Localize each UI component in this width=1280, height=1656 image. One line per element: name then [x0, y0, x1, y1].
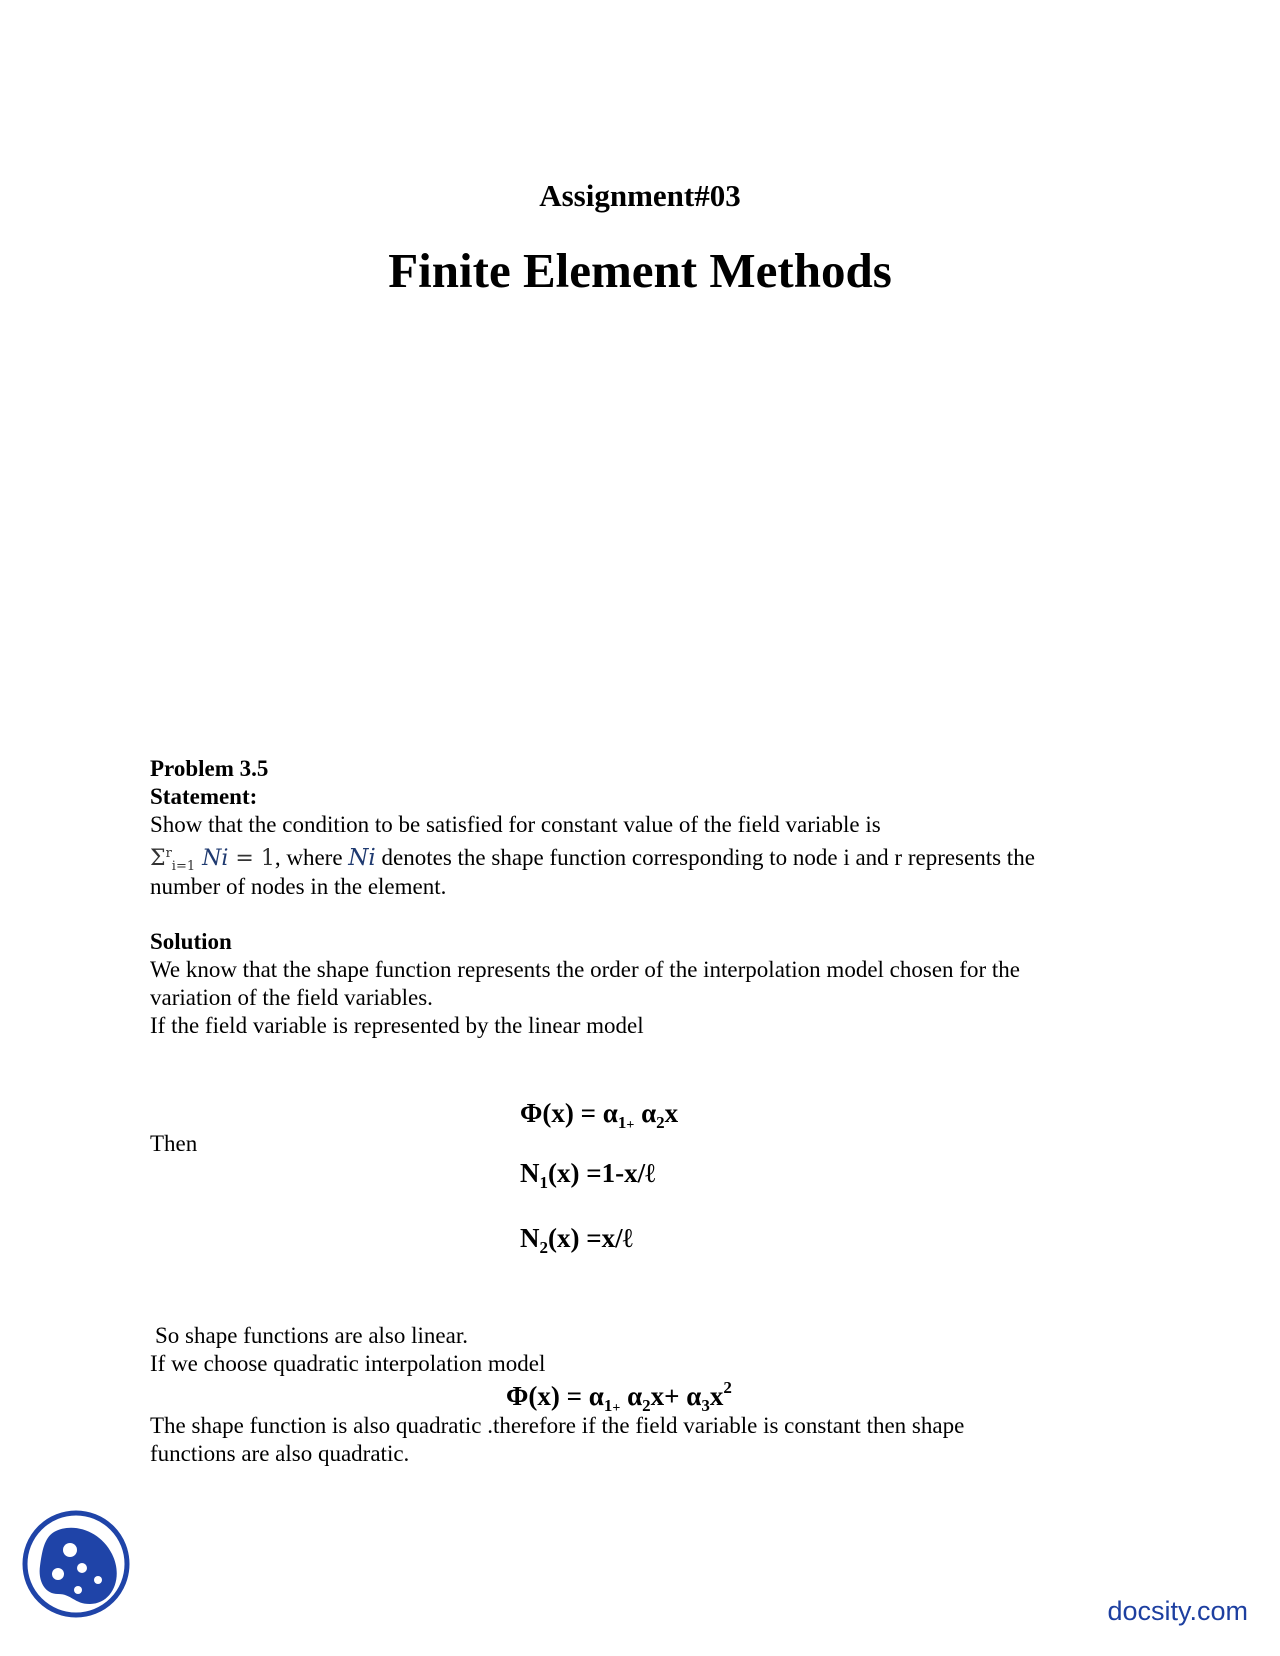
solution-line-4: So shape functions are also linear.	[155, 1323, 468, 1348]
solution-line-6: The shape function is also quadratic .therefore if the field variable is constant then shape	[150, 1413, 965, 1438]
solution-line-7: functions are also quadratic.	[150, 1441, 410, 1466]
statement-line-1: Show that the condition to be satisfied for constant value of the field variable is	[150, 812, 881, 837]
ni-symbol: Ni	[348, 845, 376, 871]
assignment-label: Assignment#03	[539, 178, 741, 213]
statement-label: Statement:	[150, 784, 258, 809]
page-title: Finite Element Methods	[388, 243, 892, 298]
solution-line-1: We know that the shape function represents the order of the interpolation model chosen for the	[150, 957, 1020, 982]
then-label: Then	[150, 1131, 198, 1156]
sum-symbol: Σ	[150, 846, 166, 871]
sum-equals: = 1	[235, 846, 275, 871]
where-text: , where	[274, 845, 343, 870]
equation-n2: $N_2(x)$ =x/ℓ	[520, 1223, 633, 1257]
solution-line-3: If the field variable is represented by the linear model	[150, 1013, 644, 1038]
equation-n1: $N_1(x)$ =1-x/ℓ	[520, 1158, 656, 1192]
solution-heading: Solution	[150, 929, 232, 954]
solution-line-5: If we choose quadratic interpolation model	[150, 1351, 546, 1376]
docsity-brand-link[interactable]: docsity.com	[1107, 1596, 1248, 1626]
summation-formula	[150, 846, 275, 874]
docsity-logo-icon[interactable]	[20, 1508, 132, 1620]
solution-line-2: variation of the field variables.	[150, 985, 433, 1010]
sum-lower: i=1	[171, 859, 196, 874]
equation-linear-model: $\Phi(x) = \alpha_{1+}$ $\alpha_2x$	[520, 1098, 679, 1133]
sum-upper: r	[165, 846, 172, 861]
problem-heading: Problem 3.5	[150, 756, 269, 781]
sum-term: Ni	[202, 846, 229, 871]
equation-quadratic-model: $\Phi(x) = \alpha_{1+}$ $\alpha_2x+ \alpha_3x^2$	[506, 1378, 732, 1416]
statement-line-3: number of nodes in the element.	[150, 874, 447, 899]
statement-line-2-rest: denotes the shape function corresponding to node i and r represents the	[381, 845, 1035, 870]
